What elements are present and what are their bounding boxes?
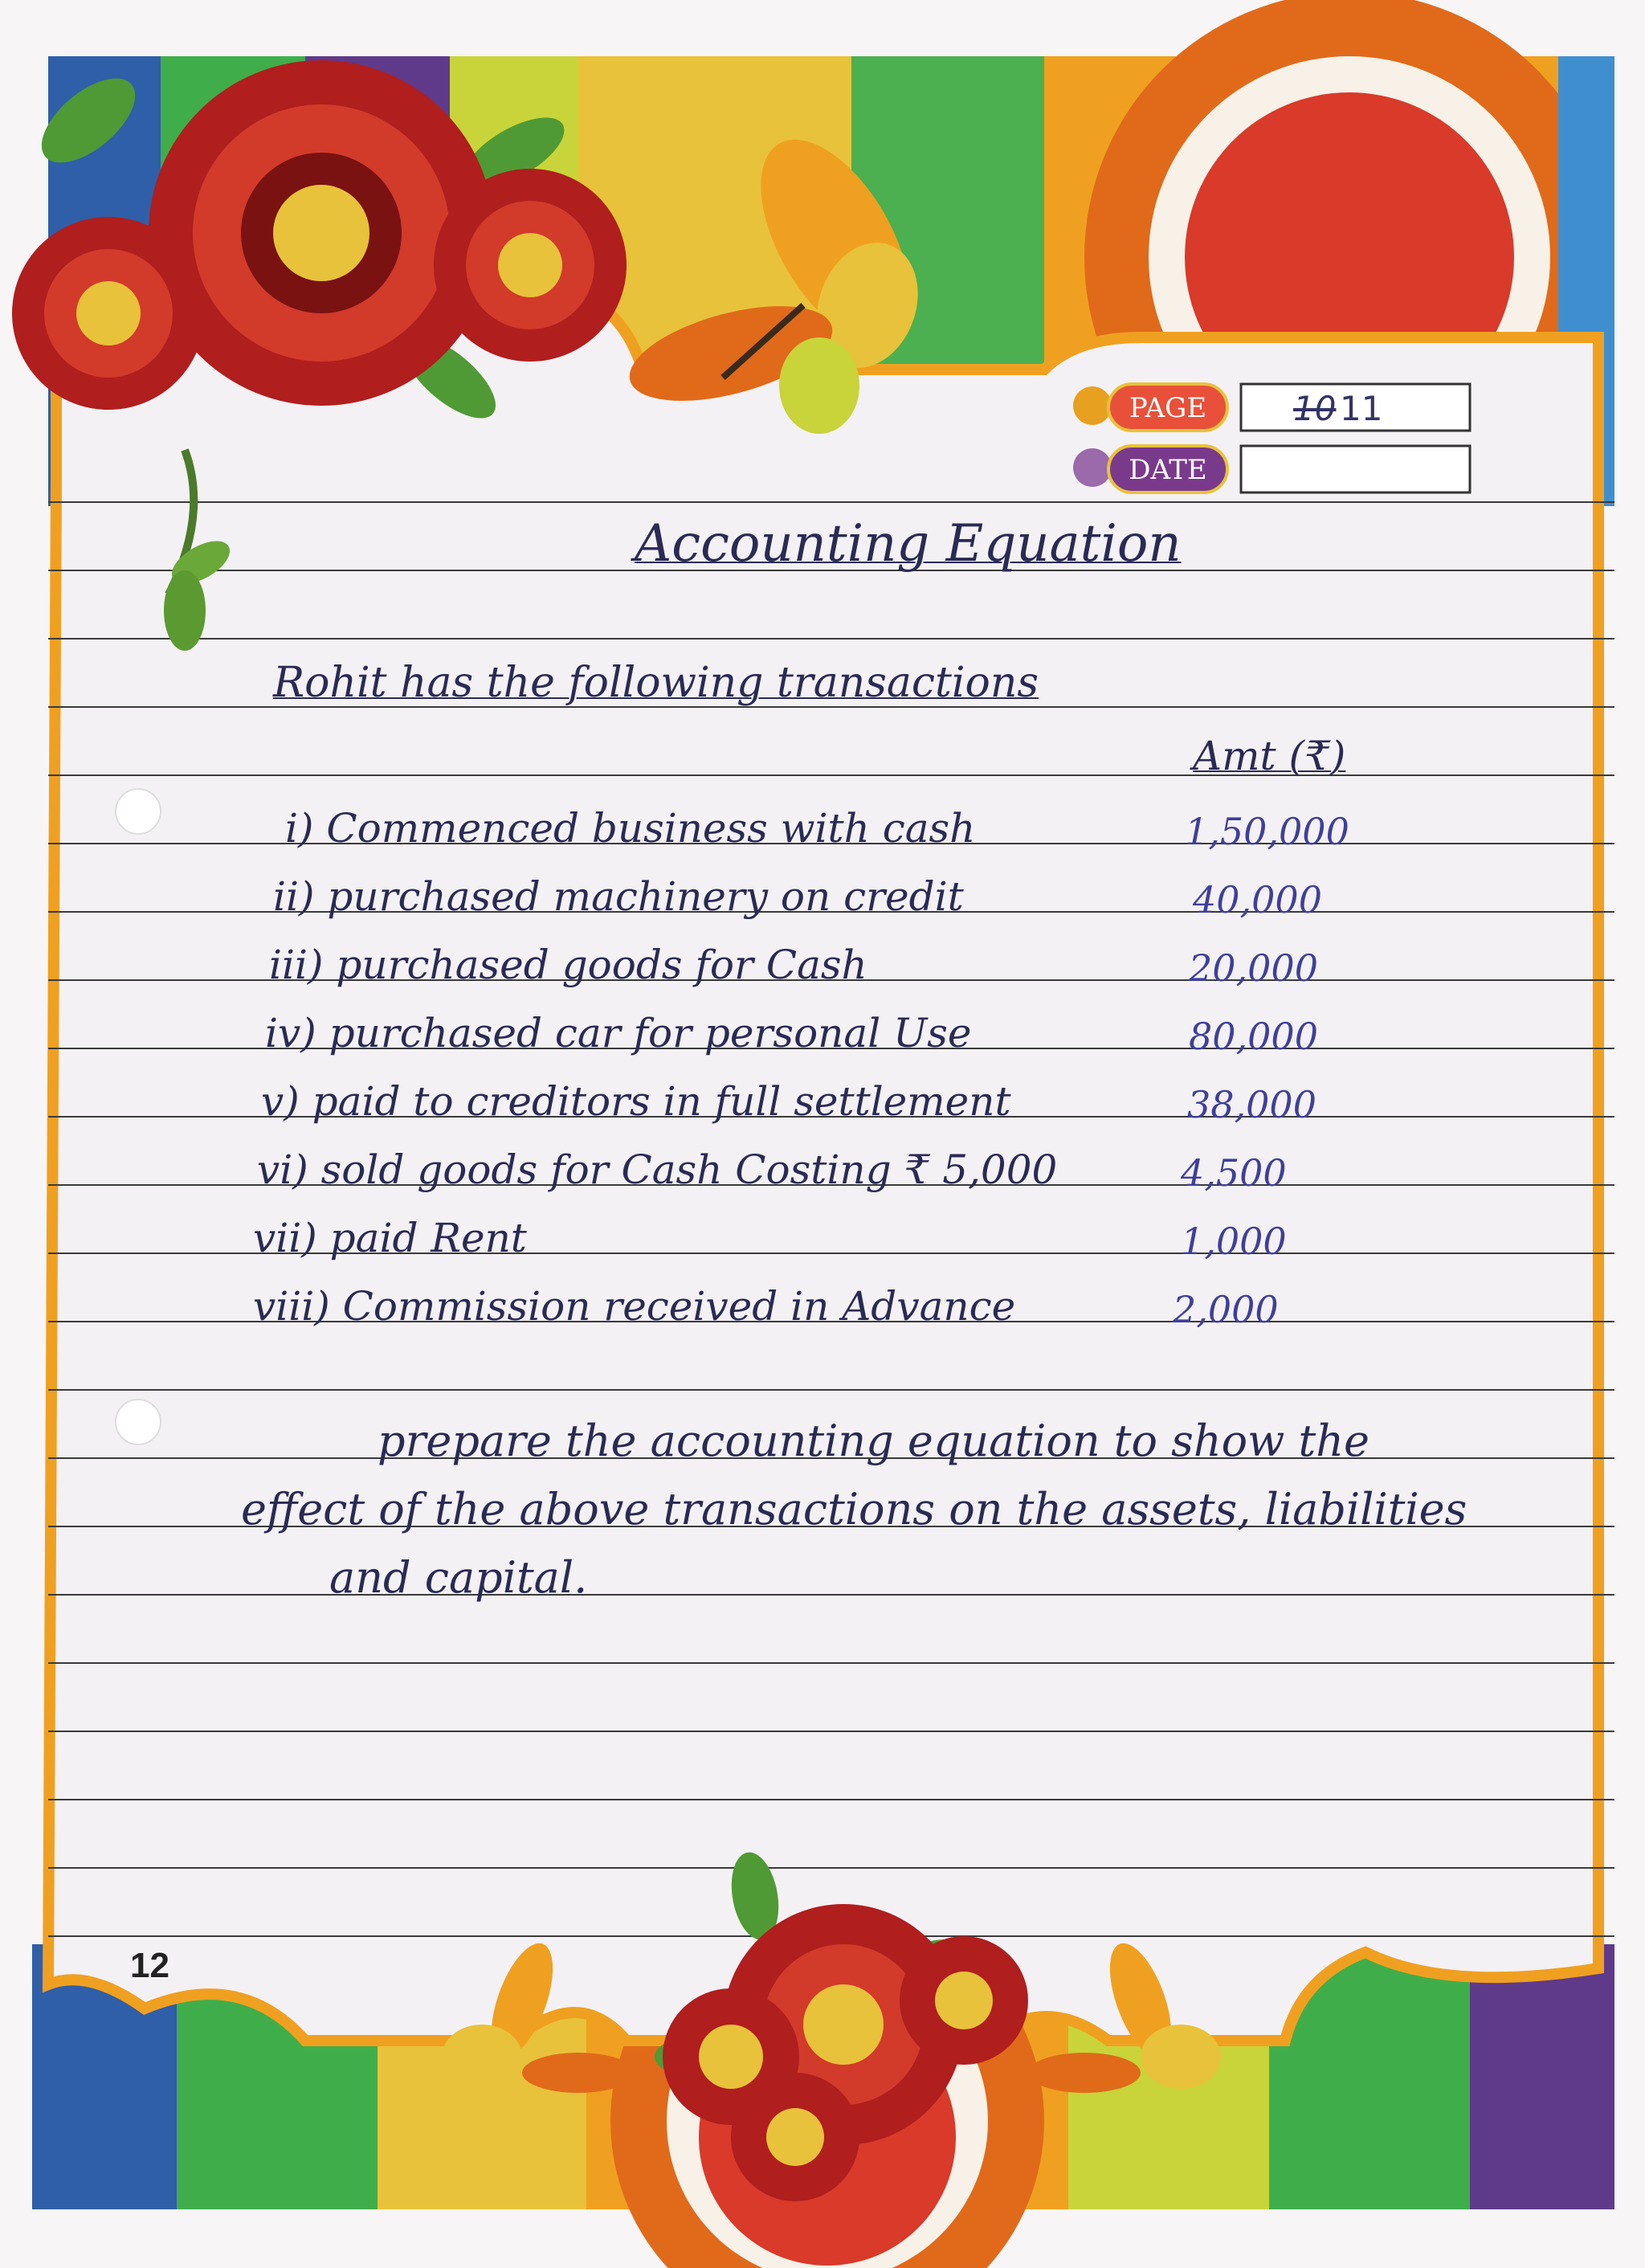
page-title: Accounting Equation: [635, 514, 1182, 574]
date-label: DATE: [1129, 454, 1207, 486]
amount-7: 1,000: [1181, 1220, 1287, 1263]
transaction-5: v) paid to creditors in full settlement: [261, 1078, 1011, 1125]
transaction-1: i) Commenced business with cash: [285, 805, 976, 852]
page-value: 11: [1340, 389, 1383, 428]
amount-column-header: Amt (₹): [1193, 733, 1346, 779]
transaction-8: viii) Commission received in Advance: [253, 1283, 1016, 1330]
transaction-3: iii) purchased goods for Cash: [269, 942, 867, 988]
punch-hole-bottom: [116, 1400, 161, 1445]
amount-2: 40,000: [1193, 878, 1322, 922]
date-box: [1241, 446, 1470, 492]
page-value-struck: 10: [1293, 389, 1337, 428]
amount-8: 2,000: [1173, 1288, 1279, 1331]
instruction-line-2: effect of the above transactions on the assets, liabilities: [241, 1484, 1467, 1534]
transaction-7: vii) paid Rent: [253, 1215, 527, 1261]
transaction-2: ii) purchased machinery on credit: [273, 873, 964, 920]
transaction-4: iv) purchased car for personal Use: [265, 1010, 972, 1056]
transaction-6: vi) sold goods for Cash Costing ₹ 5,000: [257, 1146, 1058, 1193]
punch-hole-top: [116, 789, 161, 834]
amount-4: 80,000: [1189, 1015, 1318, 1058]
instruction-line-1: prepare the accounting equation to show the: [378, 1416, 1369, 1466]
page-label: PAGE: [1129, 392, 1207, 424]
intro-text: Rohit has the following transactions: [273, 659, 1039, 707]
instruction-line-3: and capital.: [329, 1552, 588, 1603]
amount-1: 1,50,000: [1185, 810, 1349, 853]
amount-3: 20,000: [1189, 946, 1318, 990]
amount-5: 38,000: [1187, 1083, 1316, 1126]
page-number: 12: [130, 1946, 169, 1985]
amount-6: 4,500: [1181, 1151, 1287, 1195]
